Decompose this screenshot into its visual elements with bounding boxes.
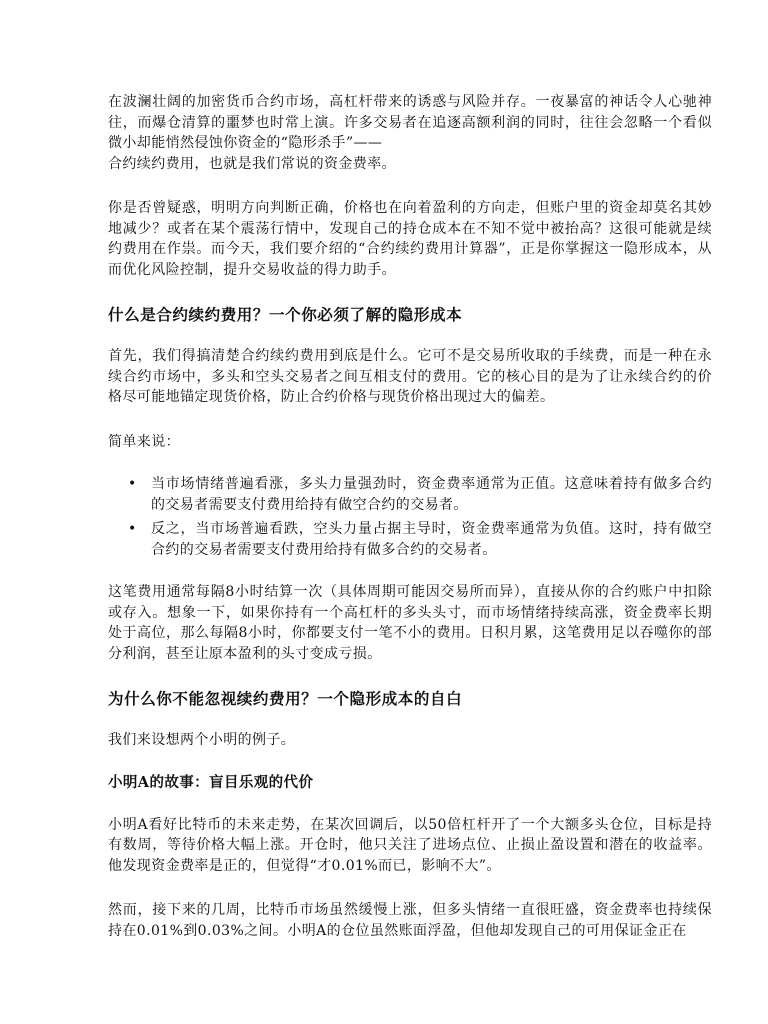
section1-paragraph-3: 这笔费用通常每隔8小时结算一次（具体周期可能因交易所而异），直接从你的合约账户中扣除或存入。想象一下，如果你持有一个高杠杆的多头头寸，而市场情绪持续高涨，资金费率长期处于高位，那么每隔8小时，你都要支付一笔不小的费用。日积月累，这笔费用足以吞噬你的部分利润，甚至让原本盈利的头寸变成亏损。 [108, 584, 712, 662]
intro-paragraph-2: 你是否曾疑惑，明明方向判断正确，价格也在向着盈利的方向走，但账户里的资金却莫名其妙地减少？或者在某个震荡行情中，发现自己的持仓成本在不知不觉中被抬高？这很可能就是续约费用在作祟。而今天，我们要介绍的“合约续约费用计算器”，正是你掌握这一隐形成本，从而优化风险控制，提升交易收益的得力助手。 [108, 200, 712, 278]
section-heading-what-is-funding-fee: 什么是合约续约费用？一个你必须了解的隐形成本 [108, 305, 463, 324]
bullet-icon: • [128, 521, 137, 537]
list-item [108, 474, 712, 515]
section2-paragraph-1: 我们来设想两个小明的例子。 [108, 732, 296, 748]
list-item-text: 反之，当市场普遍看跌，空头力量占据主导时，资金费率通常为负值。这时，持有做空合约的交易者需要支付费用给持有做多合约的交易者。 [151, 521, 712, 558]
list-item [108, 519, 712, 560]
funding-rate-bullet-list [108, 474, 712, 560]
bullet-icon: • [128, 476, 137, 492]
intro-paragraph-1-continuation: 合约续约费用，也就是我们常说的资金费率。 [108, 155, 396, 172]
section2-paragraph-3: 然而，接下来的几周，比特币市场虽然缓慢上涨，但多头情绪一直很旺盛，资金费率也持续保持在0.01%到0.03%之间。小明A的仓位虽然账面浮盈，但他却发现自己的可用保证金正在 [108, 902, 712, 939]
document-page [108, 92, 712, 941]
story-subheading: 小明A的故事：盲目乐观的代价 [108, 773, 314, 791]
section1-paragraph-2: 简单来说： [108, 433, 180, 450]
intro-paragraph-1-text: 在波澜壮阔的加密货币合约市场，高杠杆带来的诱惑与风险并存。一夜暴富的神话令人心驰神往，而爆仓清算的噩梦也时常上演。许多交易者在追逐高额利润的同时，往往会忽略一个看似微小却能悄然侵蚀你资金的“隐形杀手”—— [108, 94, 712, 151]
list-item-text: 当市场情绪普遍看涨，多头力量强劲时，资金费率通常为正值。这意味着持有做多合约的交易者需要支付费用给持有做空合约的交易者。 [151, 476, 712, 513]
section1-paragraph-1: 首先，我们得搞清楚合约续约费用到底是什么。它可不是交易所收取的手续费，而是一种在永续合约市场中，多头和空头交易者之间互相支付的费用。它的核心目的是为了让永续合约的价格尽可能地锚定现货价格，防止合约价格与现货价格出现过大的偏差。 [108, 348, 712, 405]
section-heading-why-not-ignore: 为什么你不能忽视续约费用？一个隐形成本的自白 [108, 689, 463, 708]
section2-paragraph-2: 小明A看好比特币的未来走势，在某次回调后，以50倍杠杆开了一个大额多头仓位，目标是持有数周，等待价格大幅上涨。开仓时，他只关注了进场点位、止损止盈设置和潜在的收益率。他发现资金费率是正的，但觉得“才0.01%而已，影响不大”。 [108, 816, 712, 874]
intro-paragraph-1 [108, 92, 712, 174]
